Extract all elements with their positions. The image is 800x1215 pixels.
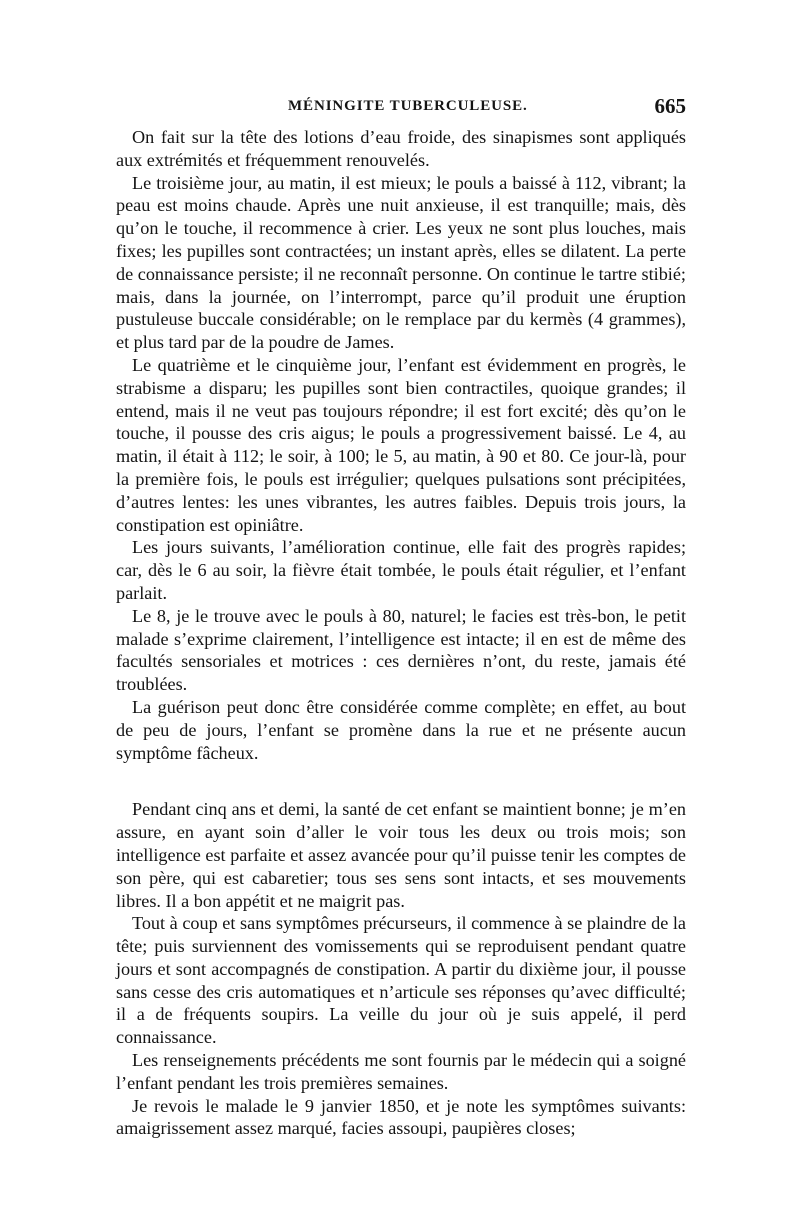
paragraph: La guérison peut donc être considérée comme complète; en effet, au bout de peu de jours, l’enfant se promène dans la rue et ne présente aucun symptôme fâcheux. [116, 696, 686, 763]
paragraph: Pendant cinq ans et demi, la santé de cet enfant se maintient bonne; je m’en assure, en ayant soin d’aller le voir tous les deux ou trois mois; son intelligence est parfaite et assez avancée pour qu’il puisse tenir les comptes de son père, qui est cabaretier; tous ses sens sont intacts, et ses mouvements libres. Il a bon appétit et ne maigrit pas. [116, 799, 686, 911]
paragraph: Je revois le malade le 9 janvier 1850, et je note les symptômes suivants: amaigrissement assez marqué, facies assoupi, paupières closes; [116, 1095, 686, 1139]
body-text [116, 126, 686, 1140]
running-title: MÉNINGITE TUBERCULEUSE. [288, 98, 528, 114]
page-number: 665 [654, 94, 686, 118]
paragraph: Le 8, je le trouve avec le pouls à 80, naturel; le facies est très-bon, le petit malade s’exprime clairement, l’intelligence est intacte; il en est de même des facultés sensoriales et motrices : ces dernières n’ont, du reste, jamais été troublées. [116, 605, 686, 695]
paragraph: Les renseignements précédents me sont fournis par le médecin qui a soigné l’enfant pendant les trois premières semaines. [116, 1050, 686, 1093]
paragraph: On fait sur la tête des lotions d’eau froide, des sinapismes sont appliqués aux extrémités et fréquemment renouvelés. [116, 127, 686, 170]
paragraph: Le quatrième et le cinquième jour, l’enfant est évidemment en progrès, le strabisme a disparu; les pupilles sont bien contractiles, quoique grandes; il entend, mais il ne veut pas toujours répondre; il est fort excité; dès qu’on le touche, il pousse des cris aigus; le pouls a progressivement baissé. Le 4, au matin, il était à 112; le soir, à 100; le 5, au matin, à 90 et 80. Ce jour-là, pour la première fois, le pouls est irrégulier; quelques pulsations sont précipitées, d’autres lentes: les unes vibrantes, les autres faibles. Depuis trois jours, la constipation est opiniâtre. [116, 354, 686, 535]
paragraph: Tout à coup et sans symptômes précurseurs, il commence à se plaindre de la tête; puis surviennent des vomissements qui se reproduisent pendant quatre jours et sont accompagnés de constipation. A partir du dixième jour, il pousse sans cesse des cris automatiques et n’articule ses réponses qu’avec difficulté; il a de fréquents soupirs. La veille du jour où je suis appelé, il perd connaissance. [116, 913, 686, 1048]
page-header [116, 94, 686, 124]
paragraph: Le troisième jour, au matin, il est mieux; le pouls a baissé à 112, vibrant; la peau est moins chaude. Après une nuit anxieuse, il est tranquille; mais, dès qu’on le touche, il recommence à crier. Les yeux ne sont plus louches, mais fixes; les pupilles sont contractées; un instant après, elles se dilatent. La perte de connaissance persiste; il ne reconnaît personne. On continue le tartre stibié; mais, dans la journée, on l’interrompt, parce qu’il produit une éruption pustuleuse buccale considérable; on le remplace par du kermès (4 grammes), et plus tard par de la poudre de James. [116, 172, 686, 353]
paragraph: Les jours suivants, l’amélioration continue, elle fait des progrès rapides; car, dès le 6 au soir, la fièvre était tombée, le pouls était régulier, et l’enfant parlait. [116, 537, 686, 603]
